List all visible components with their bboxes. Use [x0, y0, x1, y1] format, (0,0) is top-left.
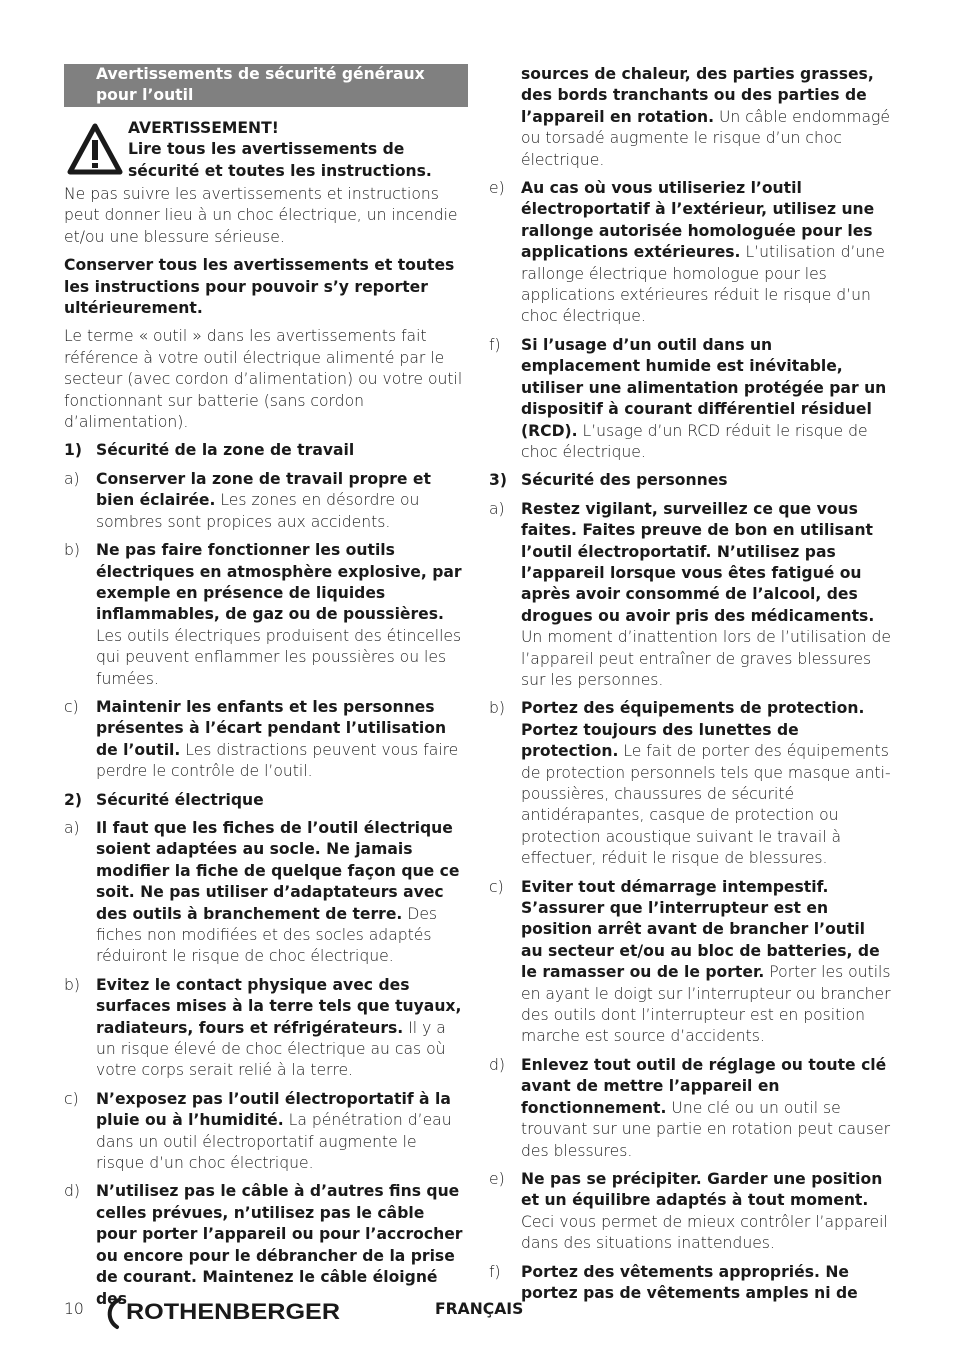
item-text: L’usage d’un RCD réduit le risque de choc électrique.	[521, 421, 868, 461]
section-number: 3)	[489, 471, 507, 490]
item-bold: N’exposez pas l’outil électroportatif à la pluie ou à l’humidité.	[96, 1089, 451, 1130]
item-text: Il y a un risque élevé de choc électrique au cas où votre corps serait relié à la terre.	[96, 1018, 446, 1080]
item-bold: Portez des équipements de protection. Portez toujours des lunettes de protection.	[521, 699, 865, 761]
list-item	[489, 698, 891, 869]
item-bold: Enlevez tout outil de réglage ou toute clé avant de mettre l’appareil en fonctionnement.	[521, 1055, 887, 1117]
item-letter: a)	[64, 818, 80, 837]
section-number: 1)	[64, 441, 82, 460]
item-letter: b)	[64, 975, 80, 994]
item-letter: c)	[64, 1089, 79, 1108]
list-item	[64, 1089, 468, 1175]
intro-paragraph-3: Le terme « outil » dans les avertissements fait référence à votre outil électrique alimenté par le secteur (avec cordon d’alimentation) ou votre outil fonctionnant sur batterie (sans cordon d’alimentation).	[64, 327, 463, 432]
item-bold: Il faut que les fiches de l’outil électrique soient adaptées au socle. Ne jamais modifier la fiche de quelque façon que ce soit. Ne pas utiliser d’adaptateurs avec des outils à branchement de terre.	[96, 818, 460, 923]
section-title: Sécurité électrique	[96, 790, 264, 809]
list-item	[64, 1181, 468, 1309]
section-1-heading	[64, 440, 468, 461]
item-text: Les outils électriques produisent des étincelles qui peuvent enflammer les poussières ou les fumées.	[96, 626, 462, 688]
section-2-heading	[64, 790, 468, 811]
item-bold: Conserver la zone de travail propre et bien éclairée.	[96, 469, 431, 510]
item-text: Une clé ou un outil se trouvant sur une partie en rotation peut causer des blessures.	[521, 1098, 891, 1160]
warning-block	[64, 118, 468, 184]
list-item	[64, 697, 468, 783]
item-bold: Portez des vêtements appropriés. Ne portez pas de vêtements amples ni de	[521, 1262, 858, 1302]
rothenberger-logo-icon	[104, 1296, 344, 1330]
item-bold: Si l’usage d’un outil dans un emplacement humide est inévitable, utiliser une alimentation protégée par un dispositif à courant différentiel résiduel (RCD).	[521, 335, 887, 440]
list-item	[64, 818, 468, 968]
item-letter: e)	[489, 179, 505, 198]
list-item	[64, 975, 468, 1082]
item-text: Porter les outils en ayant le doigt sur l’interrupteur ou brancher des outils dont l’interrupteur est en position marche est source d’accidents.	[521, 963, 891, 1046]
intro-paragraph-1: Ne pas suivre les avertissements et instructions peut donner lieu à un choc électrique, un incendie et/ou une blessure sérieuse.	[64, 185, 458, 246]
item-letter: f)	[489, 1262, 501, 1281]
list-item	[489, 1055, 891, 1162]
item-text: Un moment d’inattention lors de l’utilisation de l’appareil peut entraîner de graves blessures sur les personnes.	[521, 628, 891, 689]
list-item	[489, 499, 891, 692]
warning-title: AVERTISSEMENT!	[128, 119, 279, 137]
right-column	[489, 64, 891, 1304]
section-title: Sécurité des personnes	[521, 471, 728, 490]
item-bold: Ne pas se précipiter. Garder une position et un équilibre adaptés à tout moment.	[521, 1169, 883, 1210]
list-item	[489, 178, 891, 328]
item-text: La pénétration d’eau dans un outil électroportatif augmente le risque d’un choc électrique.	[96, 1111, 452, 1173]
item-text: Un câble endommagé ou torsadé augmente le risque d’un choc électrique.	[521, 107, 890, 169]
item-letter: d)	[64, 1182, 80, 1201]
page-number: 10	[64, 1300, 84, 1318]
item-bold: Evitez le contact physique avec des surfaces mises à la terre tels que tuyaux, radiateurs, fours et réfrigérateurs.	[96, 975, 462, 1037]
list-item	[489, 877, 891, 1048]
list-item	[64, 469, 468, 533]
list-item	[489, 1169, 891, 1255]
item-bold: sources de chaleur, des parties grasses, des bords tranchants ou des parties de l’appareil en rotation.	[521, 65, 874, 126]
item-letter: b)	[489, 699, 505, 718]
list-item	[489, 335, 891, 463]
item-letter: a)	[489, 499, 505, 518]
item-text: Des fiches non modifiées et des socles adaptés réduiront le risque de choc électrique.	[96, 904, 438, 966]
brand-name: ROTHENBERGER	[126, 1299, 340, 1324]
item-text: Les zones en désordre ou sombres sont propices aux accidents.	[96, 491, 420, 531]
item-letter: a)	[64, 469, 80, 488]
item-bold: Eviter tout démarrage intempestif. S’assurer que l’interrupteur est en position arrêt avant de brancher l’outil au secteur et/ou au bloc de batteries, de le ramasser ou de le porter.	[521, 877, 880, 982]
item-bold: Au cas où vous utiliseriez l’outil électroportatif à l’extérieur, utilisez une rallonge autorisée homologuée pour les applications extérieures.	[521, 179, 875, 262]
list-item-continuation	[489, 64, 891, 171]
item-letter: c)	[64, 697, 79, 716]
item-letter: f)	[489, 335, 501, 354]
left-column	[64, 64, 468, 1310]
item-text: L’utilisation d’une rallonge électrique homologue pour les applications extérieures réduit le risque d’un choc électrique.	[521, 243, 885, 326]
item-letter: b)	[64, 541, 80, 560]
item-letter: c)	[489, 877, 504, 896]
item-text: Ceci vous permet de mieux contrôler l’appareil dans des situations inattendues.	[521, 1212, 888, 1253]
item-text: Les distractions peuvent vous faire perdre le contrôle de l’outil.	[96, 740, 459, 781]
item-letter: d)	[489, 1055, 505, 1074]
item-text: Le fait de porter des équipements de protection personnels tels que masque anti-poussières, chaussures de sécurité antidérapantes, casque de protection ou protection acoustique suivant le travail à effectuer, réduit le risque de blessures.	[521, 742, 891, 868]
item-letter: e)	[489, 1169, 505, 1188]
item-bold: Maintenir les enfants et les personnes présentes à l’écart pendant l’utilisation de l’outil.	[96, 697, 447, 759]
section-header: Avertissements de sécurité généraux pour l’outil	[64, 64, 468, 107]
warning-text	[128, 118, 468, 182]
language-label: FRANÇAIS	[435, 1300, 524, 1318]
intro-paragraph-2: Conserver tous les avertissements et toutes les instructions pour pouvoir s’y reporter ultérieurement.	[64, 256, 455, 318]
page-footer	[64, 1296, 934, 1336]
item-bold: Restez vigilant, surveillez ce que vous faites. Faites preuve de bon en utilisant l’outil électroportatif. N’utilisez pas l’appareil lorsque vous êtes fatigué ou après avoir consommé de l’alcool, des drogues ou avoir pris des médicaments.	[521, 499, 875, 625]
item-bold: Ne pas faire fonctionner les outils électriques en atmosphère explosive, par exemple en présence de liquides inflammables, de gaz ou de poussières.	[96, 541, 462, 624]
section-3-heading	[489, 470, 891, 491]
warning-triangle-icon	[67, 123, 123, 175]
section-number: 2)	[64, 790, 82, 809]
list-item	[64, 540, 468, 690]
warning-subtitle: Lire tous les avertissements de sécurité et toutes les instructions.	[128, 140, 432, 180]
section-title: Sécurité de la zone de travail	[96, 441, 355, 460]
item-bold: N’utilisez pas le câble à d’autres fins que celles prévues, n’utilisez pas le câble pour porter l’appareil ou pour l’accrocher ou encore pour le débrancher de la prise de courant. Maintenez le câble éloigné des	[96, 1182, 463, 1308]
